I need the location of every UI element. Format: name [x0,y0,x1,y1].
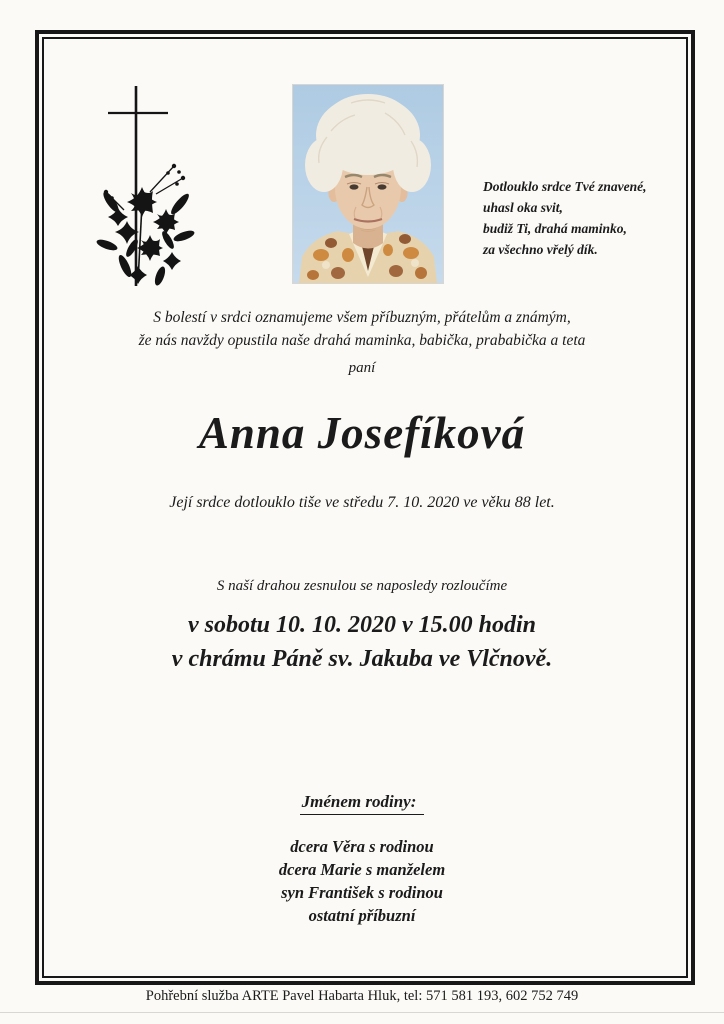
death-info: Její srdce dotlouklo tiše ve středu 7. 10. 2020 ve věku 88 let. [169,494,555,511]
announcement-text [42,306,682,352]
poem-line: za všechno vřelý dík. [483,242,598,257]
funeral-service-footer: Pohřební služba ARTE Pavel Habarta Hluk, tel: 571 581 193, 602 752 749 [145,988,579,1004]
memorial-poem [483,176,683,260]
family-member: dcera Věra s rodinou [290,837,434,856]
portrait-photo [293,85,443,283]
salutation: paní [348,360,376,376]
poem-line: Dotlouklo srdce Tvé znavené, [483,179,647,194]
announcement-line: S bolestí v srdci oznamujeme všem příbuzným, přátelům a známým, [153,309,571,326]
family-list [42,835,682,927]
poem-line: budiž Ti, drahá maminko, [483,221,627,236]
farewell-intro: S naší drahou zesnulou se naposledy rozloučíme [216,578,508,594]
family-member: dcera Marie s manželem [278,860,446,879]
announcement-line: že nás navždy opustila naše drahá maminka, babička, prababička a teta [138,332,586,349]
deceased-name: Anna Josefíková [198,408,526,458]
poem-line: uhasl oka svit, [483,200,563,215]
family-member: ostatní příbuzní [308,906,416,925]
funeral-event [42,608,682,676]
family-heading: Jménem rodiny: [42,792,682,815]
funeral-place: v chrámu Páně sv. Jakuba ve Vlčnově. [171,646,553,672]
cross-flowers-icon [80,80,202,292]
funeral-date-time: v sobotu 10. 10. 2020 v 15.00 hodin [187,612,537,638]
family-member: syn František s rodinou [281,883,443,902]
scan-edge-line [0,1012,724,1013]
